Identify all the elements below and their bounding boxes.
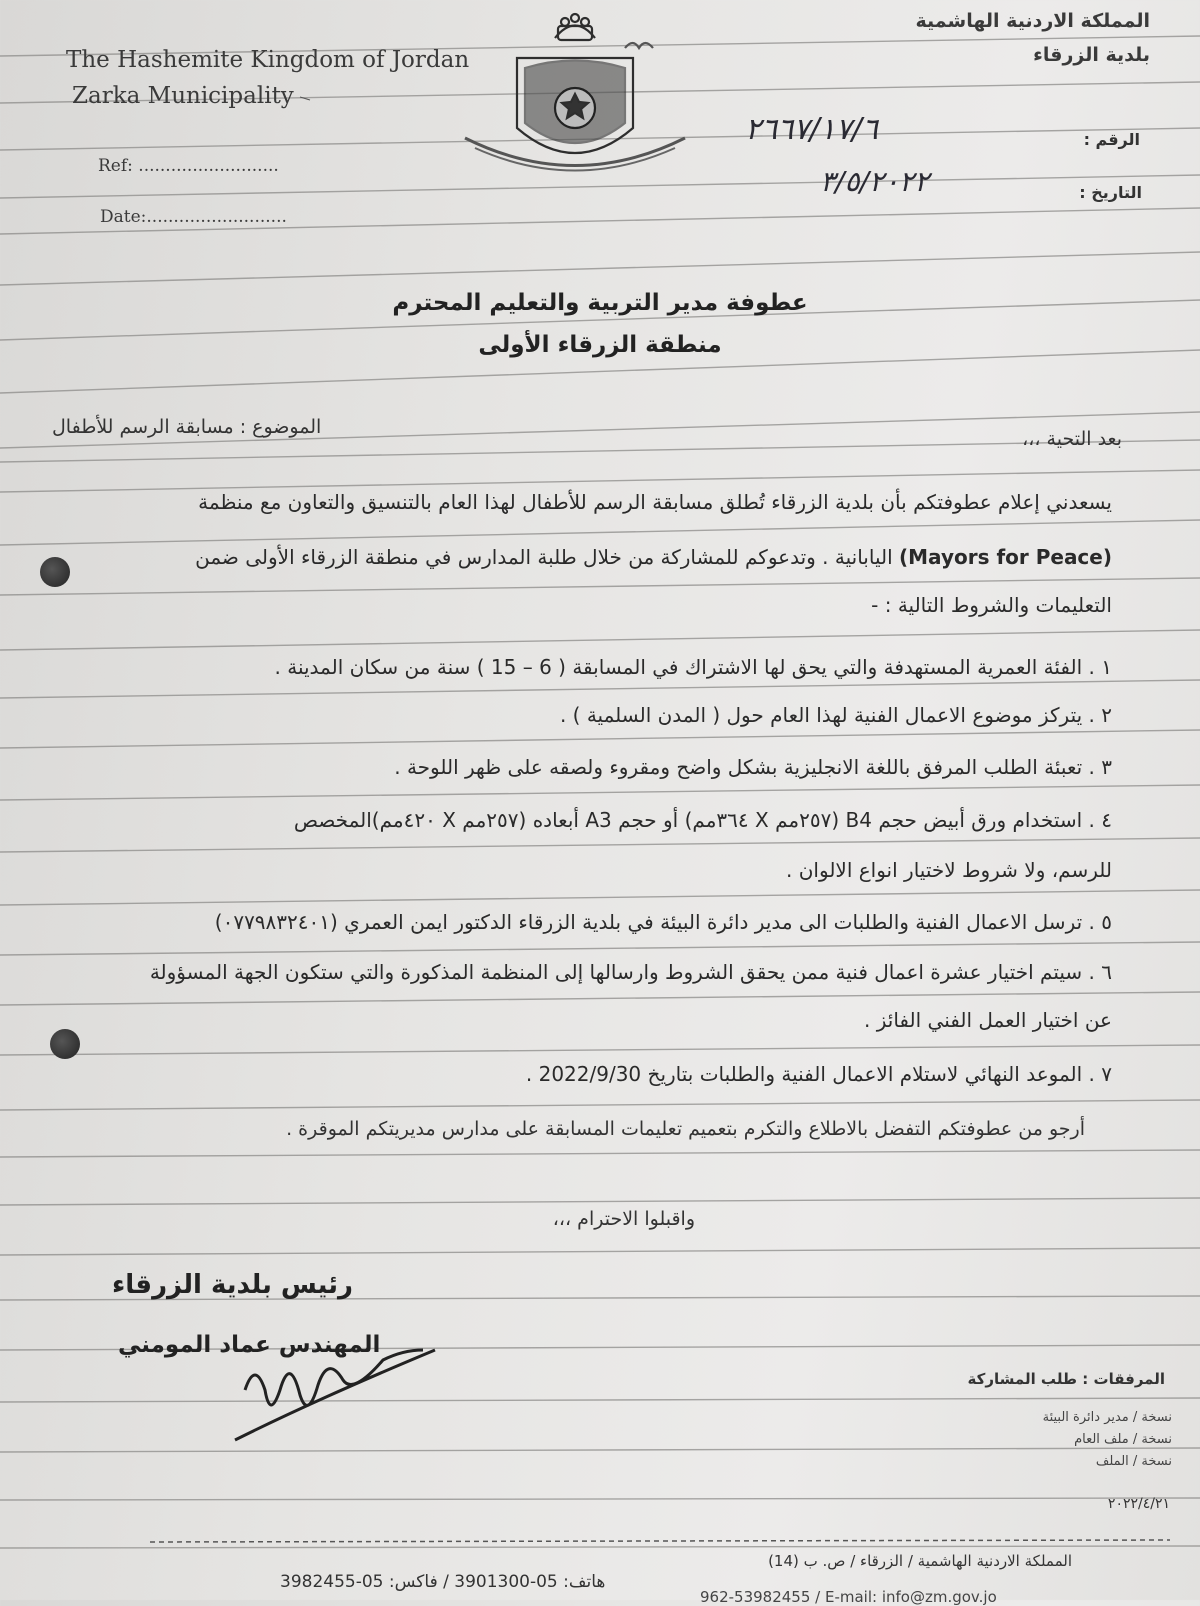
condition-item-4: ٤ . استخدام ورق أبيض حجم B4 (٢٥٧مم X ٣٦٤مم) أو حجم A3 أبعاده (٢٥٧مم X ٤٢٠مم)المخصص: [293, 808, 1112, 832]
copy-date: ٢٠٢٢/٤/٢١: [1107, 1496, 1170, 1512]
addressee-title: عطوفة مدير التربية والتعليم المحترم: [392, 290, 808, 316]
cc-line: نسخة / ملف العام: [1074, 1432, 1172, 1447]
cc-line: نسخة / مدير دائرة البيئة: [1042, 1410, 1172, 1425]
municipality-name-ar: بلدية الزرقاء: [1033, 44, 1150, 66]
intro-line-3: التعليمات والشروط التالية : -: [871, 593, 1112, 617]
attachments-line: المرفقات : طلب المشاركة: [967, 1370, 1165, 1388]
condition-item-3: ٣ . تعبئة الطلب المرفق باللغة الانجليزية بشكل واضح ومقروء ولصقه على ظهر اللوحة .: [394, 755, 1112, 779]
addressee-region: منطقة الزرقاء الأولى: [478, 332, 722, 358]
footer-address: المملكة الاردنية الهاشمية / الزرقاء / ص. ب (14): [768, 1552, 1072, 1570]
intro-line-1: يسعدني إعلام عطوفتكم بأن بلدية الزرقاء تُطلق مسابقة الرسم للأطفال لهذا العام بالتنسيق والتعاون مع منظمة: [198, 490, 1112, 514]
signatory-title: رئيس بلدية الزرقاء: [112, 1270, 354, 1300]
kingdom-name-ar: المملكة الاردنية الهاشمية: [915, 10, 1150, 32]
header-arabic: [916, 4, 1150, 72]
intro-line-2-text: اليابانية . وتدعوكم للمشاركة من خلال طلبة المدارس في منطقة الزرقاء الأولى ضمن: [195, 545, 893, 569]
header-english: [66, 42, 469, 114]
closing-regards: واقبلوا الاحترام ،،،: [552, 1208, 695, 1230]
ref-number-handwritten: ٢٦٦٧/١٧/٦: [745, 112, 879, 147]
punch-hole: [40, 557, 70, 587]
royal-emblem-stamp-icon: [455, 8, 695, 208]
condition-item-6-cont: عن اختيار العمل الفني الفائز .: [864, 1008, 1112, 1032]
condition-item-2: ٢ . يتركز موضوع الاعمال الفنية لهذا العام حول ( المدن السلمية ) .: [559, 703, 1112, 727]
ref-field-label: Ref: ..........................: [98, 156, 279, 176]
punch-hole: [50, 1029, 80, 1059]
kingdom-name-en: The Hashemite Kingdom of Jordan: [66, 47, 470, 73]
subject-line: الموضوع : مسابقة الرسم للأطفال: [52, 416, 322, 438]
greeting: بعد التحية ،،،: [1022, 428, 1122, 450]
municipality-name-en: Zarka Municipality: [72, 83, 294, 109]
signatory-name: المهندس عماد المومني: [118, 1332, 381, 1358]
ref-number-label-ar: الرقم :: [1083, 130, 1140, 149]
condition-item-5: ٥ . ترسل الاعمال الفنية والطلبات الى مدير دائرة البيئة في بلدية الزرقاء الدكتور ايمن العمري (٠٧٧٩٨٣٢٤٠١): [214, 910, 1112, 934]
condition-item-6: ٦ . سيتم اختيار عشرة اعمال فنية ممن يحقق الشروط وارسالها إلى المنظمة المذكورة والتي ستكون الجهة المسؤولة: [149, 960, 1112, 984]
handwritten-signature-icon: [225, 1330, 445, 1450]
date-label-ar: التاريخ :: [1079, 183, 1142, 202]
cc-line: نسخة / الملف: [1095, 1454, 1172, 1469]
condition-item-1: ١ . الفئة العمرية المستهدفة والتي يحق لها الاشتراك في المسابقة ( 6 – 15 ) سنة من سكان المدينة .: [274, 655, 1112, 679]
condition-item-7: ٧ . الموعد النهائي لاستلام الاعمال الفنية والطلبات بتاريخ 2022/9/30 .: [525, 1062, 1112, 1086]
org-name: (Mayors for Peace): [899, 545, 1112, 569]
closing-request: أرجو من عطوفتكم التفضل بالاطلاع والتكرم بتعميم تعليمات المسابقة على مدارس مديريتكم الموقرة .: [286, 1118, 1085, 1140]
footer-contact: 962-53982455 / E-mail: info@zm.gov.jo: [700, 1588, 997, 1606]
intro-line-2: [195, 545, 1112, 569]
date-handwritten: ٣/٥/٢٠٢٢: [820, 165, 930, 198]
footer-phones: هاتف: 05-3901300 / فاكس: 05-3982455: [280, 1572, 606, 1592]
date-field-label-en: Date:..........................: [100, 207, 287, 227]
condition-item-4-cont: للرسم، ولا شروط لاختيار انواع الالوان .: [786, 858, 1112, 882]
